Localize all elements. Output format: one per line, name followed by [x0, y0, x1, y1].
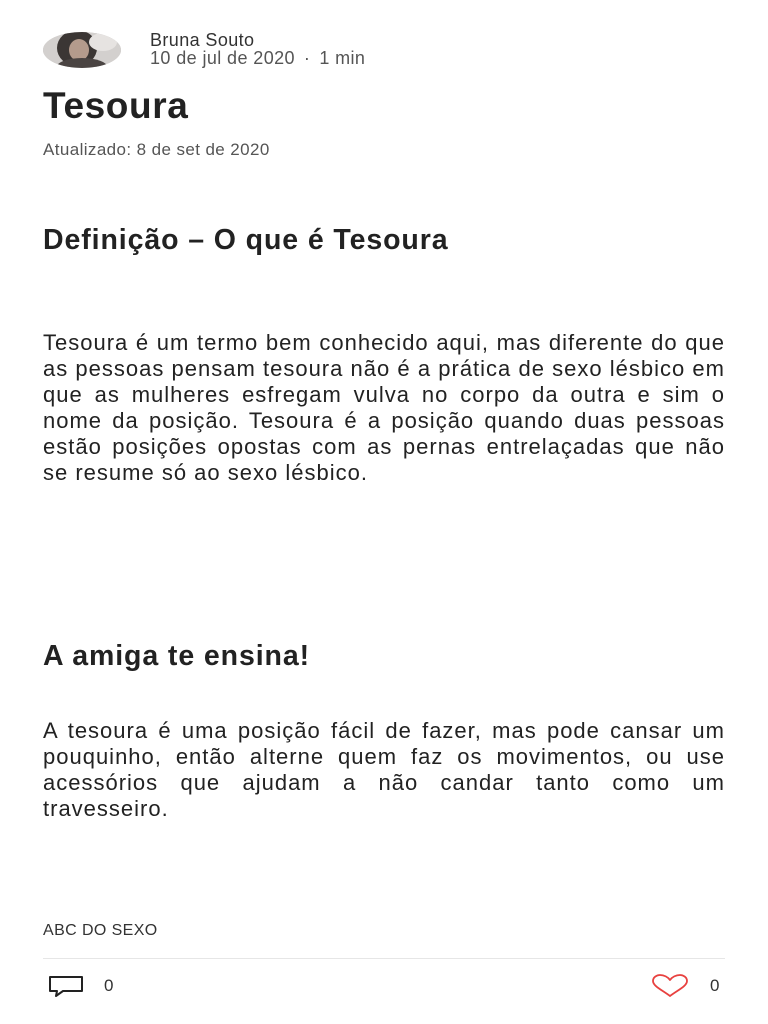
post-footer — [43, 970, 725, 1002]
footer-divider — [43, 958, 725, 959]
comment-button[interactable] — [47, 974, 87, 998]
section-heading-amiga: A amiga te ensina! — [43, 640, 310, 672]
section-body-amiga: A tesoura é uma posição fácil de fazer, mas pode cansar um pouquinho, então alterne quem faz os movimentos, ou use acessórios que ajudam a não candar tanto como um travesseiro. — [43, 718, 725, 821]
comment-count: 0 — [104, 976, 114, 995]
section-body-definicao: Tesoura é um termo bem conhecido aqui, mas diferente do que as pessoas pensam tesoura não é a prática de sexo lésbico em que as mulheres esfregam vulva no corpo da outra e sim o nome da posição. Tesoura é a posição quando duas pessoas estão posições opostas com as pernas entrelaçadas que não se resume só ao sexo lésbico. — [43, 330, 725, 485]
like-button[interactable] — [650, 974, 690, 998]
author-row — [43, 30, 725, 70]
comment-icon — [47, 974, 87, 998]
heart-icon — [650, 974, 690, 998]
avatar-photo-icon — [43, 32, 121, 68]
post-date: 10 de jul de 2020 — [150, 48, 295, 68]
author-name[interactable]: Bruna Souto — [150, 30, 255, 50]
read-time: 1 min — [319, 48, 366, 68]
meta-separator: · — [303, 48, 311, 68]
post-title: Tesoura — [43, 85, 189, 126]
author-avatar[interactable] — [43, 32, 121, 68]
like-count: 0 — [710, 976, 720, 995]
section-heading-definicao: Definição – O que é Tesoura — [43, 224, 449, 256]
post-meta — [150, 48, 365, 69]
category-link[interactable]: ABC DO SEXO — [43, 922, 158, 939]
updated-date: Atualizado: 8 de set de 2020 — [43, 140, 270, 159]
